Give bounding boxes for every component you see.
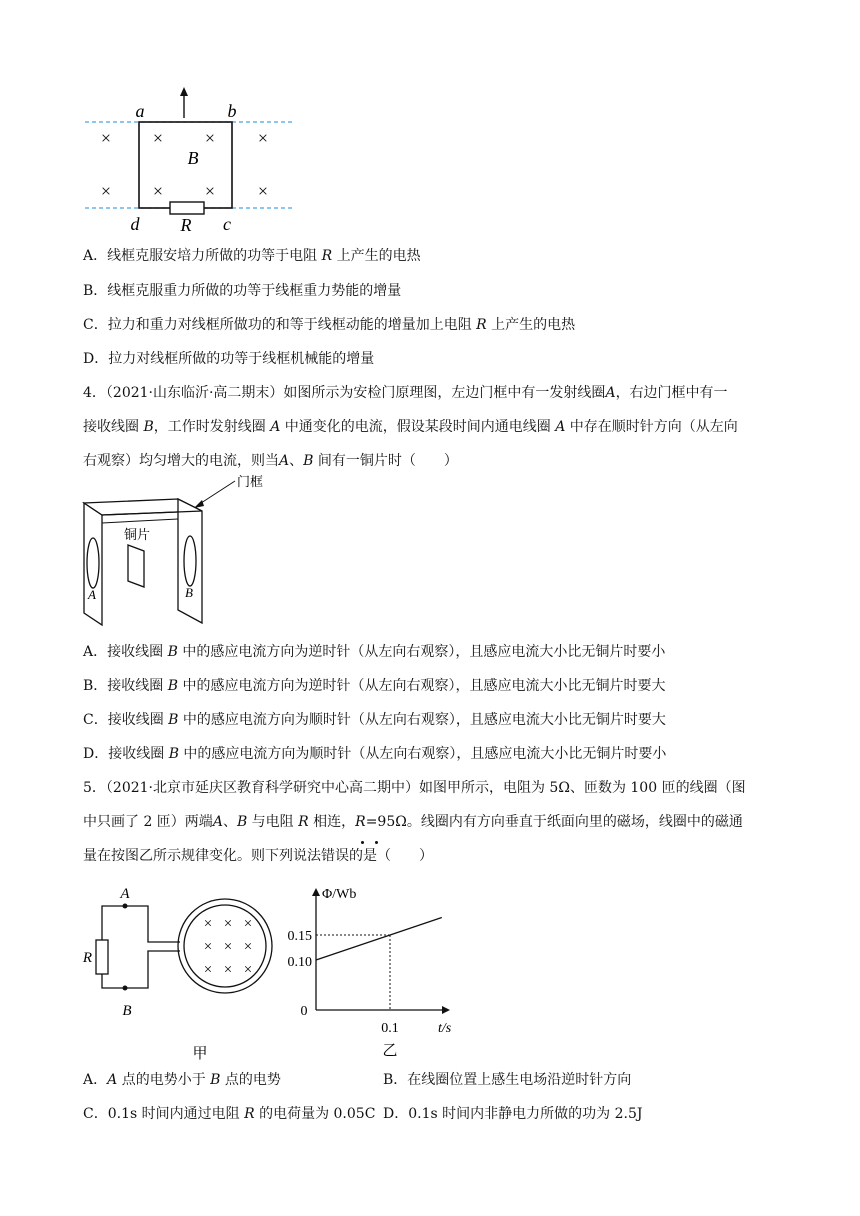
emphasis-dots [356, 841, 386, 845]
q5-stem-line-2: 中只画了 2 匝）两端A、B 与电阻 R 相连，R=95Ω。线圈内有方向垂直于纸面向里的磁场，线圈中的磁通 [83, 814, 743, 830]
q4-stem-line-1: 4．（2021·山东临沂·高二期末）如图所示为安检门原理图，左边门框中有一发射线圈A，右边门框中有一 [83, 385, 728, 401]
svg-text:×: × [257, 181, 269, 201]
q5-option-a[interactable]: A．A 点的电势小于 B 点的电势 [83, 1072, 281, 1088]
coil-a-icon [87, 538, 99, 588]
svg-text:×: × [223, 939, 233, 955]
q4-option-a[interactable]: A．接收线圈 B 中的感应电流方向为逆时针（从左向右观察），且感应电流大小比无铜片时要小 [83, 644, 666, 660]
resistor-r [170, 202, 204, 214]
label-R: R [180, 215, 192, 235]
coil-b-icon [184, 536, 196, 586]
figure-security-gate [80, 475, 310, 635]
svg-text:×: × [203, 962, 213, 978]
q3-option-b[interactable]: B．线框克服重力所做的功等于线框重力势能的增量 [83, 283, 402, 299]
q4-stem-line-3: 右观察）均匀增大的电流，则当A、B 间有一铜片时（ ） [83, 453, 458, 469]
q4-option-c[interactable]: C．接收线圈 B 中的感应电流方向为顺时针（从左向右观察），且感应电流大小比无铜片时要大 [83, 712, 666, 728]
q4-stem-line-2: 接收线圈 B，工作时发射线圈 A 中通变化的电流，假设某段时间内通电线圈 A 中存在顺时针方向（从左向 [83, 419, 738, 435]
caption-jia: 甲 [192, 1046, 208, 1062]
svg-text:×: × [204, 181, 216, 201]
copper-plate-icon [128, 545, 144, 587]
x-axis-label: t/s [438, 1021, 452, 1036]
label-A: A [88, 587, 96, 602]
label-R: R [82, 950, 92, 966]
figure-jia-coil-circuit [80, 888, 280, 1063]
origin-label: 0 [300, 1004, 308, 1019]
q3-option-c[interactable]: C．拉力和重力对线框所做功的和等于线框动能的增量加上电阻 R 上产生的电热 [83, 317, 576, 333]
label-B: B [185, 585, 193, 600]
svg-text:×: × [223, 916, 233, 932]
plate-label: 铜片 [124, 527, 151, 542]
label-A: A [120, 888, 130, 902]
svg-text:×: × [100, 181, 112, 201]
label-a: a [135, 101, 145, 121]
figure-yi-flux-graph [280, 880, 470, 1060]
svg-text:×: × [152, 128, 164, 148]
q5-stem-line-1: 5．（2021·北京市延庆区教育科学研究中心高二期中）如图甲所示，电阻为 5Ω、匝数为 100 匝的线圈（图 [83, 780, 746, 796]
x-tick-0-1: 0.1 [381, 1021, 399, 1036]
q5-option-b[interactable]: B．在线圈位置上感生电场沿逆时针方向 [383, 1072, 632, 1088]
y-axis-label: Φ/Wb [322, 887, 357, 902]
q4-option-d[interactable]: D．接收线圈 B 中的感应电流方向为顺时针（从左向右观察），且感应电流大小比无铜片时要小 [83, 746, 667, 762]
caption-yi: 乙 [382, 1043, 398, 1059]
label-B: B [122, 1003, 132, 1019]
svg-text:×: × [204, 128, 216, 148]
q5-option-d[interactable]: D．0.1s 时间内非静电力所做的功为 2.5J [383, 1106, 643, 1122]
svg-text:×: × [243, 939, 253, 955]
svg-text:×: × [243, 962, 253, 978]
field-cross-marks [101, 128, 268, 201]
label-b: b [227, 101, 237, 121]
field-cross-marks [204, 916, 252, 978]
figure-frame-in-field [80, 85, 310, 240]
svg-text:×: × [152, 181, 164, 201]
flux-line [316, 918, 442, 961]
q3-option-d[interactable]: D．拉力对线框所做的功等于线框机械能的增量 [83, 351, 375, 367]
svg-text:×: × [243, 916, 253, 932]
svg-text:×: × [223, 962, 233, 978]
label-c: c [223, 214, 231, 234]
svg-text:×: × [203, 939, 213, 955]
y-tick-0-15: 0.15 [287, 929, 312, 944]
frame-label: 门框 [237, 475, 264, 489]
q5-stem-line-3: 量在按图乙所示规律变化。则下列说法错误的是（ ） [83, 848, 433, 864]
q3-option-a[interactable]: A．线框克服安培力所做的功等于电阻 R 上产生的电热 [83, 248, 421, 264]
emphasized-word: 错误 [321, 848, 349, 864]
resistor-r [96, 940, 108, 974]
label-B: B [187, 148, 199, 168]
q5-option-c[interactable]: C．0.1s 时间内通过电阻 R 的电荷量为 0.05C [83, 1106, 376, 1122]
svg-text:×: × [100, 128, 112, 148]
label-d: d [130, 214, 140, 234]
svg-text:×: × [257, 128, 269, 148]
q4-option-b[interactable]: B．接收线圈 B 中的感应电流方向为逆时针（从左向右观察），且感应电流大小比无铜片时要大 [83, 678, 666, 694]
svg-text:×: × [203, 916, 213, 932]
y-tick-0-10: 0.10 [287, 955, 312, 970]
